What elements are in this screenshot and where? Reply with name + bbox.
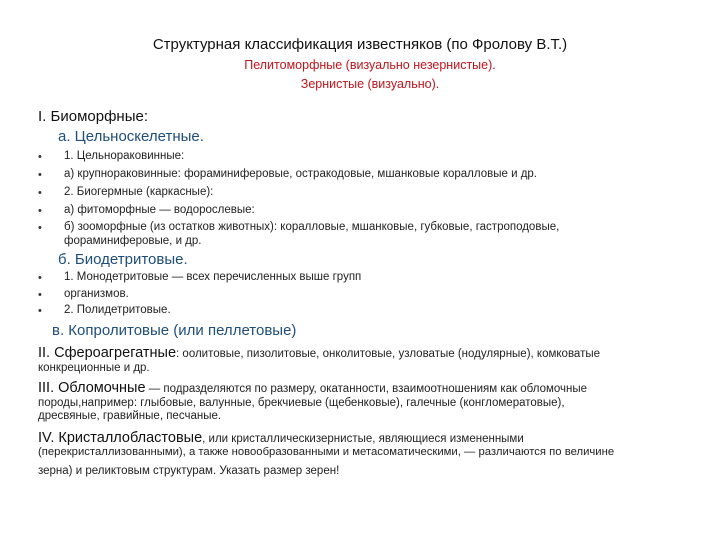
section-1a-heading: а. Цельноскелетные. [58, 128, 204, 145]
subtitle-pelitomorphic: Пелитоморфные (визуально незернистые). [244, 58, 496, 72]
list-item: 1. Монодетритовые — всех перечисленных выше групп [64, 271, 362, 283]
section-3-line-1 [38, 379, 587, 397]
list-item: б) зооморфные (из остатков животных): коралловые, мшанковые, губковые, гастроподовые, [64, 221, 560, 233]
bullet: • [38, 205, 42, 217]
list-item: 1. Цельнораковинные: [64, 150, 185, 162]
section-2-line-2: конкреционные и др. [38, 362, 150, 374]
section-1-heading: I. Биоморфные: [38, 108, 148, 125]
bullet: • [38, 187, 42, 199]
subtitle-granular: Зернистые (визуально). [300, 77, 440, 91]
section-3-line-3: дресвяные, гравийные, песчаные. [38, 410, 222, 422]
list-item: 2. Полидетритовые. [64, 304, 171, 316]
section-4-text-end: зерна) и реликтовым структурам. [38, 465, 217, 477]
section-1b-heading: б. Биодетритовые. [58, 251, 188, 268]
section-3-heading: III. Обломочные [38, 380, 146, 396]
grain-size-note: Указать размер зерен! [216, 465, 340, 477]
section-4-line-2: (перекристаллизованными), а также новообразованными и метасоматическими, — различаются по величине [38, 446, 615, 458]
section-2-text: : оолитовые, пизолитовые, онколитовые, узловатые (нодулярные), комковатые [176, 348, 600, 360]
section-2-line-1 [38, 344, 600, 362]
list-item-continuation: фораминиферовые, и др. [64, 235, 202, 247]
section-4-text: , или кристаллическизернистые, являющиеся измененными [202, 433, 524, 445]
section-1c-heading: в. Копролитовые (или пеллетовые) [52, 322, 297, 339]
list-item: 2. Биогермные (каркасные): [64, 186, 214, 198]
section-2-heading: II. Сфероагрегатные [38, 345, 177, 361]
section-4-line-3 [38, 461, 339, 479]
page-title: Структурная классификация известняков (по Фролову В.Т.) [152, 36, 568, 53]
section-3-line-2: породы,например: глыбовые, валунные, брекчиевые (щебенковые), галечные (конгломератовые), [38, 397, 565, 409]
bullet: • [38, 272, 42, 284]
list-item: организмов. [64, 288, 129, 300]
section-4-line-1 [38, 429, 524, 447]
bullet: • [38, 305, 42, 317]
bullet: • [38, 289, 42, 301]
bullet: • [38, 169, 42, 181]
list-item: а) фитоморфные — водорослевые: [64, 204, 255, 216]
section-3-text: — подразделяются по размеру, окатанности, взаимоотношениям как обломочные [145, 383, 588, 395]
section-4-heading: IV. Кристаллобластовые [38, 430, 203, 446]
bullet: • [38, 151, 42, 163]
bullet: • [38, 222, 42, 234]
list-item: а) крупнораковинные: фораминиферовые, остракодовые, мшанковые коралловые и др. [64, 168, 537, 180]
